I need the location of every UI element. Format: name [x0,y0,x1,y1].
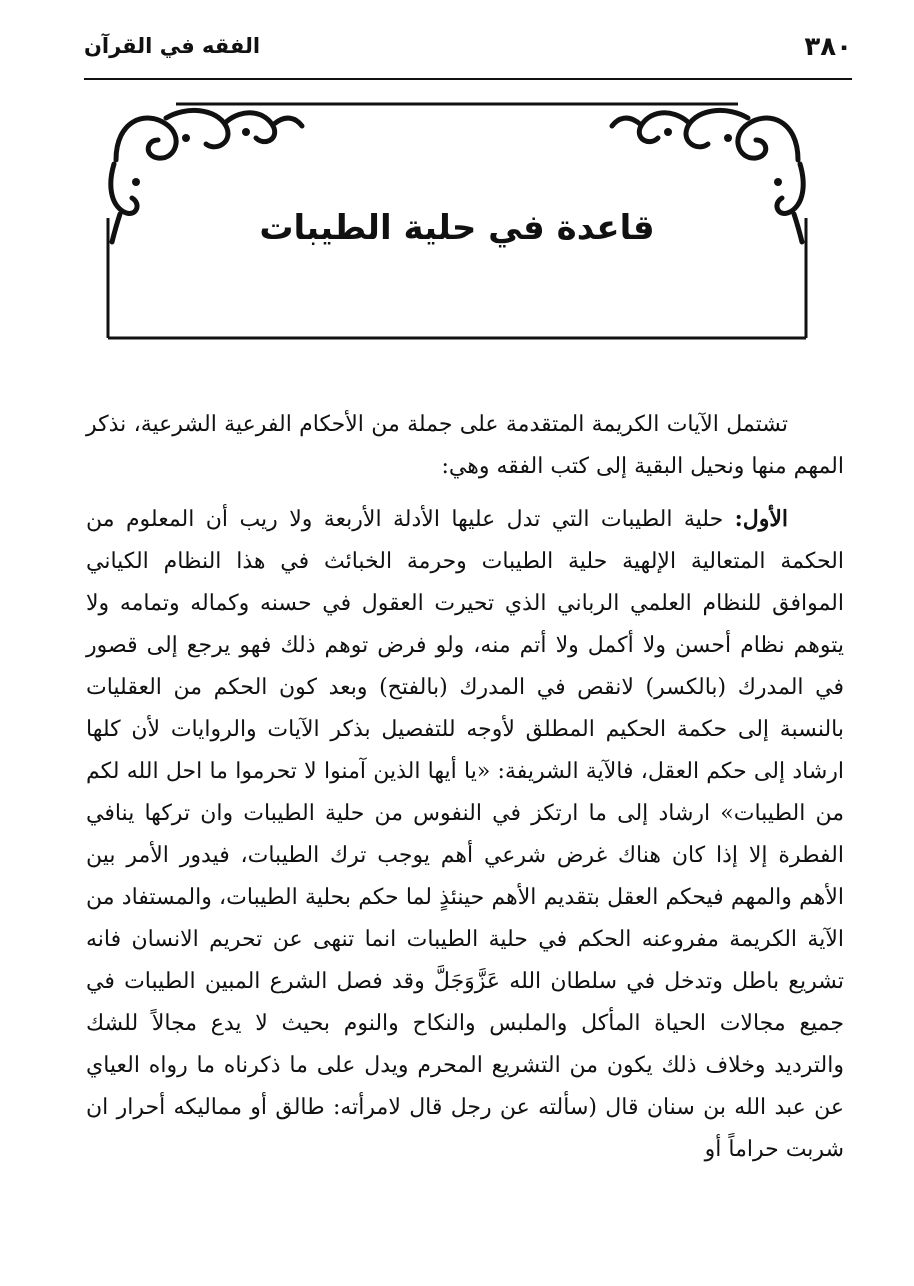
page-number: ٣٨٠ [804,32,852,62]
chapter-title: قاعدة في حلية الطيبات [259,208,655,248]
running-title: الفقه في القرآن [84,34,261,58]
header-divider [84,78,852,80]
first-point-paragraph [86,498,844,1171]
first-point-lead: الأول: [734,506,789,532]
body-text [86,404,844,1171]
page-header [84,28,852,76]
first-point-text: حلية الطيبات التي تدل عليها الأدلة الأربعة ولا ريب أن المعلوم من الحكمة المتعالية الإلهية حلية الطيبات وحرمة الخبائث في هذا النظام الكياني الموافق للنظام العلمي الرباني الذي تحيرت العقول في حسنه وكماله وتمامه ولا يتوهم نظام أحسن ولا أكمل ولا أتم منه، ولو فرض توهم ذلك فهو يرجع إلى قصور في المدرك (بالكسر) لانقص في المدرك (بالفتح) وبعد كون الحكم من العقليات بالنسبة إلى حكمة الحكيم المطلق لأوجه للتفصيل بذكر الآيات والروايات لأن كلها ارشاد إلى حكم العقل، فالآية الشريفة: «يا أيها الذين آمنوا لا تحرموا ما احل الله لكم من الطيبات» ارشاد إلى ما ارتكز في النفوس من حلية الطيبات وان تركها ينافي الفطرة إلا إذا كان هناك غرض شرعي أهم يوجب ترك الطيبات، فيدور الأمر بين الأهم والمهم فيحكم العقل بتقديم الأهم حينئذٍ لما حكم بحلية الطيبات، والمستفاد من الآية الكريمة مفروعنه الحكم في حلية الطيبات انما تنهى عن تحريم الانسان فانه تشريع باطل وتدخل في سلطان الله عَزَّوَجَلَّ وقد فصل الشرع المبين الطيبات في جميع مجالات الحياة المأكل والملبس والنكاح والنوم بحيث لا يدع مجالاً للشك والترديد وخلاف ذلك يكون من التشريع المحرم ويدل على ما ذكرناه ما رواه العياي عن عبد الله بن سنان قال (سألته عن رجل قال لامرأته: طالق أو مماليكه أحرار ان شربت حراماً أو [86,507,844,1162]
intro-paragraph: تشتمل الآيات الكريمة المتقدمة على جملة من الأحكام الفرعية الشرعية، نذكر المهم منها ونحيل البقية إلى كتب الفقه وهي: [86,412,844,479]
